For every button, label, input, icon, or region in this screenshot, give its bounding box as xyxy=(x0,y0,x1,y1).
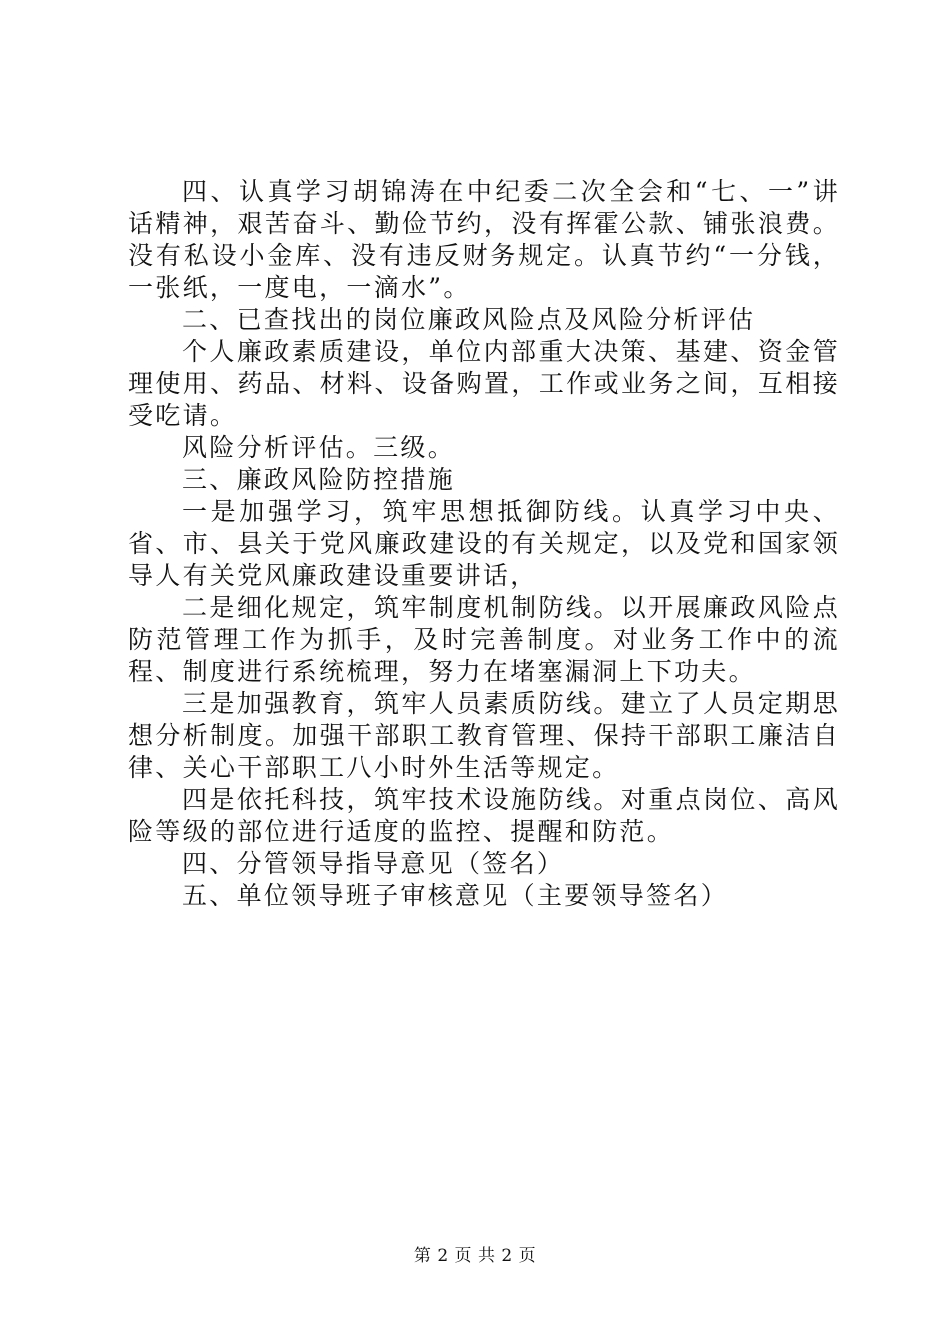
page-number-footer: 第 2 页 共 2 页 xyxy=(413,1246,537,1266)
section-heading-4: 四、分管领导指导意见（签名） xyxy=(182,849,565,878)
paragraph-measure-2: 二是细化规定，筑牢制度机制防线。以开展廉政风险点防范管理工作为抓手，及时完善制度。对业务工作中的流程、制度进行系统梳理，努力在堵塞漏洞上下功夫。 xyxy=(128,593,840,686)
section-heading-5: 五、单位领导班子审核意见（主要领导签名） xyxy=(182,881,729,910)
paragraph-item-1: 四、认真学习胡锦涛在中纪委二次全会和“七、一”讲话精神，艰苦奋斗、勤俭节约，没有挥霍公款、铺张浪费。没有私设小金库、没有违反财务规定。认真节约“一分钱，一张纸，一度电，一滴水”。 xyxy=(128,177,840,302)
paragraph-measure-3: 三是加强教育，筑牢人员素质防线。建立了人员定期思想分析制度。加强干部职工教育管理、保持干部职工廉洁自律、关心干部职工八小时外生活等规定。 xyxy=(128,689,840,782)
document-body xyxy=(128,176,840,912)
paragraph-risk-assessment: 风险分析评估。三级。 xyxy=(182,433,456,462)
section-heading-2: 二、已查找出的岗位廉政风险点及风险分析评估 xyxy=(182,305,756,334)
paragraph-measure-1: 一是加强学习，筑牢思想抵御防线。认真学习中央、省、市、县关于党风廉政建设的有关规定，以及党和国家领导人有关党风廉政建设重要讲话， xyxy=(128,497,840,590)
paragraph-risk-points: 个人廉政素质建设，单位内部重大决策、基建、资金管理使用、药品、材料、设备购置，工作或业务之间，互相接受吃请。 xyxy=(128,337,840,430)
paragraph-measure-4: 四是依托科技，筑牢技术设施防线。对重点岗位、高风险等级的部位进行适度的监控、提醒和防范。 xyxy=(128,785,840,846)
section-heading-3: 三、廉政风险防控措施 xyxy=(182,465,456,494)
